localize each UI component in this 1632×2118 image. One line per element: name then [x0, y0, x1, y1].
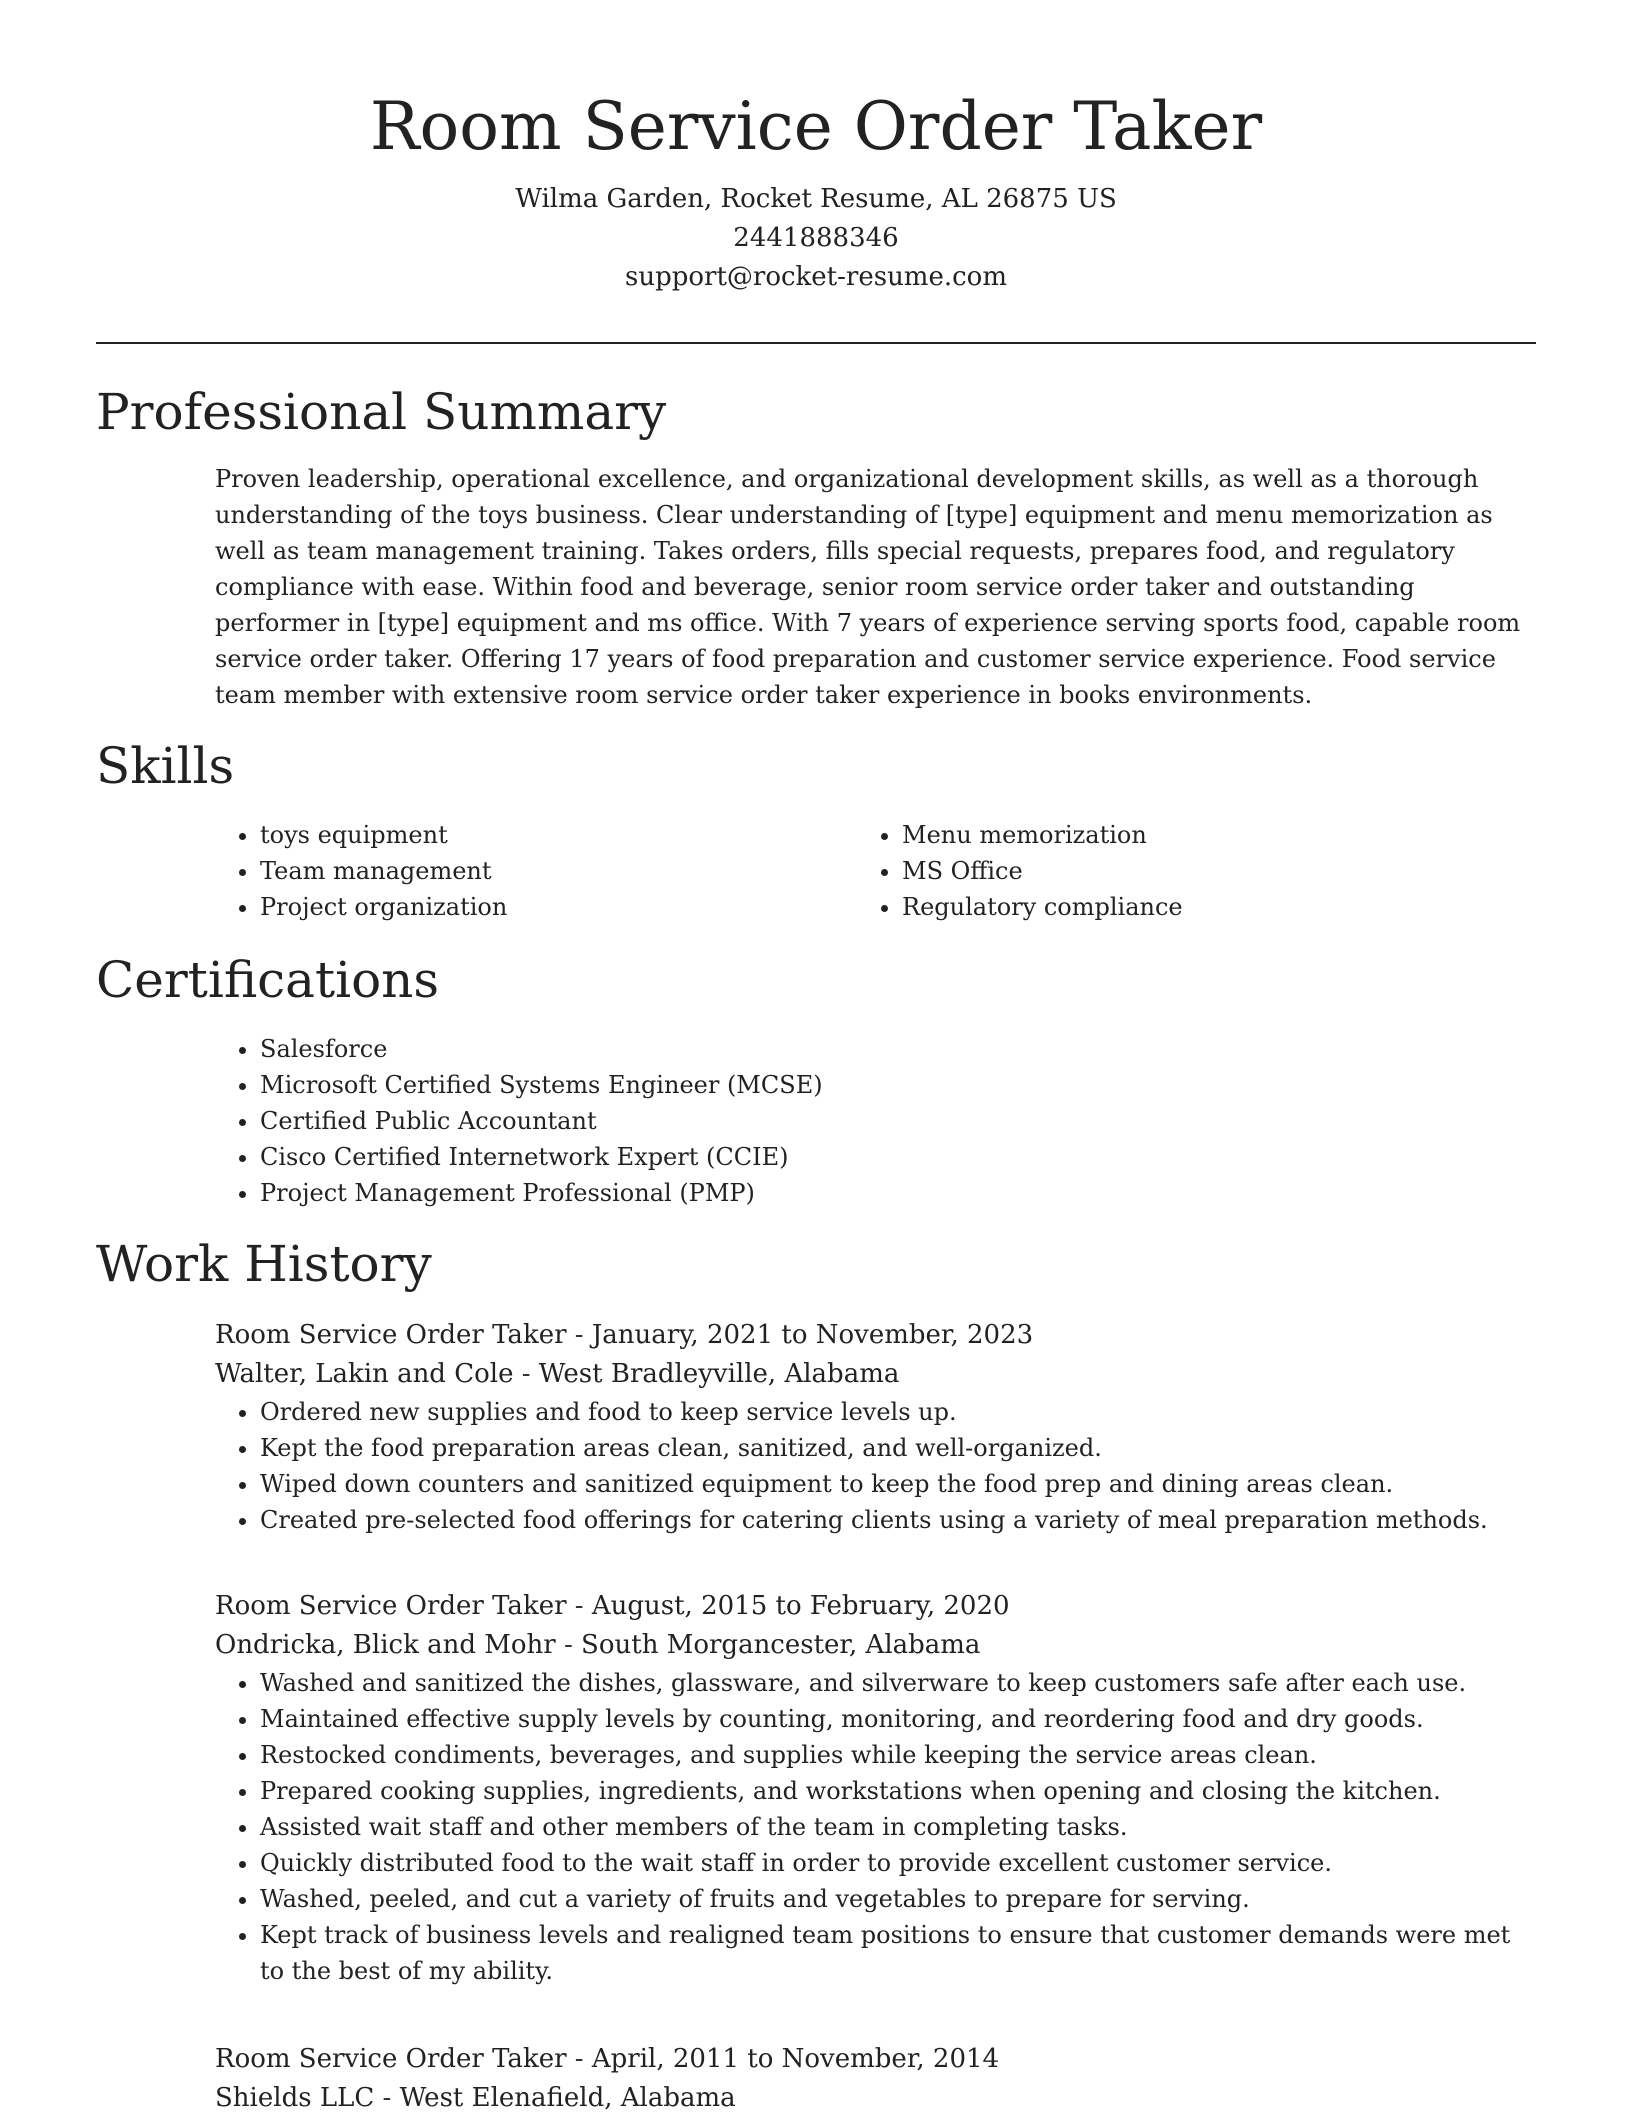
- skill-item: • Project organization: [260, 889, 855, 925]
- certification-item: • Salesforce: [260, 1031, 1535, 1067]
- job-dates: April, 2011 to November, 2014: [591, 2044, 1000, 2074]
- job-duty-item: • Washed, peeled, and cut a variety of fruits and vegetables to prepare for serving.: [260, 1881, 1535, 1917]
- job-location: South Morgancester, Alabama: [581, 1630, 981, 1660]
- job-duty-item: • Maintained effective supply levels by counting, monitoring, and reordering food and dry goods.: [260, 1701, 1535, 1737]
- work-history-heading: Work History: [96, 1235, 432, 1293]
- skill-item: • Team management: [260, 853, 855, 889]
- certification-item: • Project Management Professional (PMP): [260, 1175, 1535, 1211]
- job-title: Room Service Order Taker: [215, 2044, 567, 2074]
- job-company-line: [215, 2079, 1535, 2118]
- separator: -: [566, 1320, 592, 1350]
- contact-info: [0, 180, 1632, 297]
- job-company: Walter, Lakin and Cole: [215, 1359, 514, 1389]
- job-duty-item: • Created pre-selected food offerings for catering clients using a variety of meal preparation methods.: [260, 1502, 1535, 1538]
- summary-text: Proven leadership, operational excellence, and organizational development skills, as well as a thorough understanding of the toys business. Clear understanding of [type] equipment and menu memorization as well as team management training. Takes orders, fills special requests, prepares food, and regulatory compliance with ease. Within food and beverage, senior room service order taker and outstanding performer in [type] equipment and ms office. With 7 years of experience serving sports food, capable room service order taker. Offering 17 years of food preparation and customer service experience. Food service team member with extensive room service order taker experience in books environments.: [215, 465, 1521, 709]
- job-location: West Elenafield, Alabama: [399, 2083, 736, 2113]
- job-entry: [215, 2040, 1535, 2118]
- job-title-line: [215, 1316, 1535, 1355]
- contact-address: Wilma Garden, Rocket Resume, AL 26875 US: [515, 184, 1117, 214]
- job-company: Ondricka, Blick and Mohr: [215, 1630, 556, 1660]
- job-duty-item: • Kept the food preparation areas clean, sanitized, and well-organized.: [260, 1430, 1535, 1466]
- job-title-line: [215, 1587, 1535, 1626]
- job-dates: August, 2015 to February, 2020: [591, 1591, 1010, 1621]
- job-company-line: [215, 1355, 1535, 1394]
- job-duty-item: • Quickly distributed food to the wait staff in order to provide excellent customer service.: [260, 1845, 1535, 1881]
- skills-heading: Skills: [96, 737, 235, 795]
- resume-title: Room Service Order Taker: [369, 88, 1263, 165]
- job-dates: January, 2021 to November, 2023: [591, 1320, 1034, 1350]
- certifications-heading: Certifications: [96, 951, 440, 1009]
- job-entry: [215, 1587, 1535, 1989]
- job-duty-item: • Prepared cooking supplies, ingredients, and workstations when opening and closing the kitchen.: [260, 1773, 1535, 1809]
- job-company-line: [215, 1626, 1535, 1665]
- job-duty-item: • Wiped down counters and sanitized equipment to keep the food prep and dining areas clean.: [260, 1466, 1535, 1502]
- job-location: West Bradleyville, Alabama: [538, 1359, 900, 1389]
- contact-phone: 2441888346: [733, 223, 899, 253]
- skill-item: • Regulatory compliance: [902, 889, 1497, 925]
- job-duty-item: • Kept track of business levels and realigned team positions to ensure that customer demands were met to the best of my ability.: [260, 1917, 1535, 1989]
- skills-column-right: [857, 817, 1497, 925]
- job-company: Shields LLC: [215, 2083, 375, 2113]
- job-entry: [215, 1316, 1535, 1538]
- job-duty-item: • Washed and sanitized the dishes, glassware, and silverware to keep customers safe after each use.: [260, 1665, 1535, 1701]
- job-title-line: [215, 2040, 1535, 2079]
- header-divider: [96, 342, 1536, 344]
- skill-item: • Menu memorization: [902, 817, 1497, 853]
- skills-column-left: [215, 817, 855, 925]
- job-duties: [215, 1394, 1535, 1538]
- separator: -: [566, 2044, 592, 2074]
- resume-header: [0, 82, 1632, 297]
- contact-email: support@rocket-resume.com: [624, 262, 1007, 292]
- job-duty-item: • Ordered new supplies and food to keep service levels up.: [260, 1394, 1535, 1430]
- certification-item: • Microsoft Certified Systems Engineer (MCSE): [260, 1067, 1535, 1103]
- summary-heading: Professional Summary: [96, 383, 667, 441]
- job-title: Room Service Order Taker: [215, 1320, 567, 1350]
- job-duty-item: • Restocked condiments, beverages, and supplies while keeping the service areas clean.: [260, 1737, 1535, 1773]
- separator: -: [513, 1359, 539, 1389]
- job-title: Room Service Order Taker: [215, 1591, 567, 1621]
- skill-item: • toys equipment: [260, 817, 855, 853]
- job-duty-item: • Assisted wait staff and other members of the team in completing tasks.: [260, 1809, 1535, 1845]
- separator: -: [566, 1591, 592, 1621]
- certification-item: • Cisco Certified Internetwork Expert (CCIE): [260, 1139, 1535, 1175]
- certification-item: • Certified Public Accountant: [260, 1103, 1535, 1139]
- separator: -: [555, 1630, 582, 1660]
- job-duties: [215, 1665, 1535, 1989]
- separator: -: [374, 2083, 400, 2113]
- skill-item: • MS Office: [902, 853, 1497, 889]
- certifications-list: [215, 1031, 1535, 1211]
